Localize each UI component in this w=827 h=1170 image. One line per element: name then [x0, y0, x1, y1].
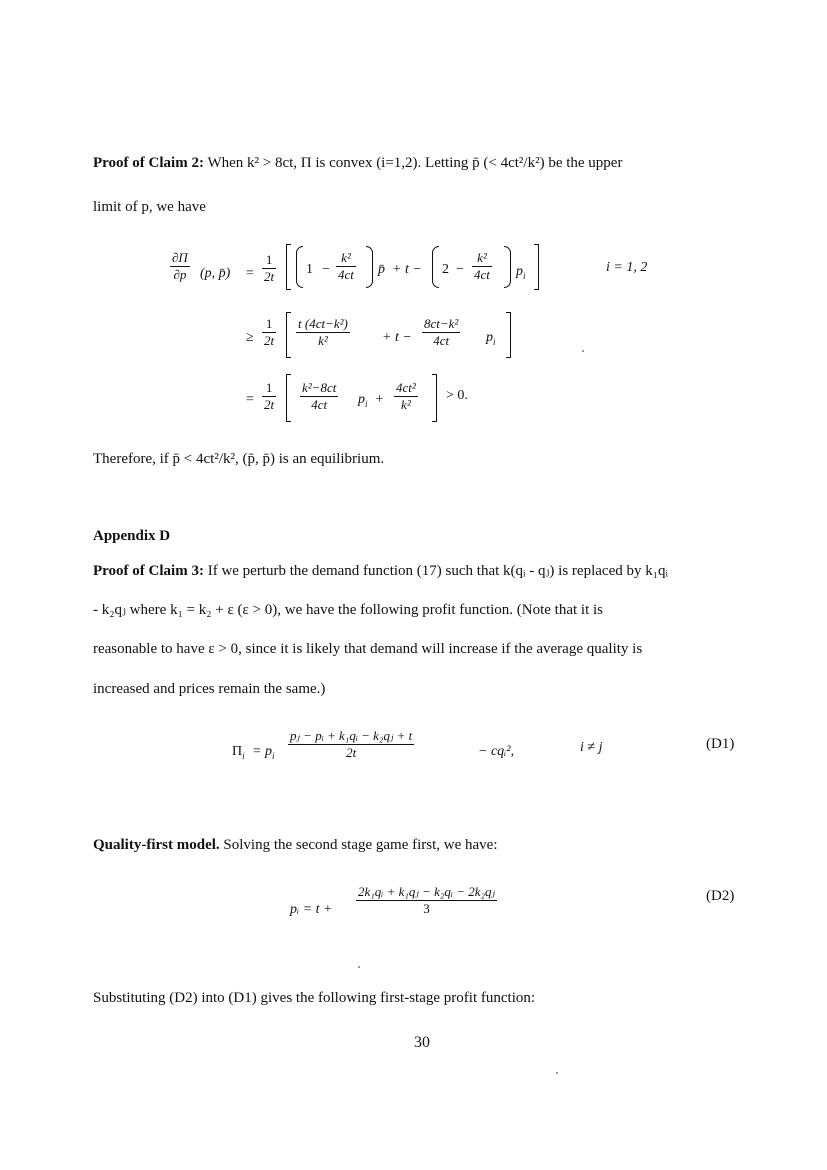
therefore-line: Therefore, if p̄ < 4ct²/k², (p̄, p̄) is an equilibrium. [93, 451, 385, 467]
fraction-k2-over-4ct: k² 4ct [338, 250, 354, 282]
scan-speck [358, 966, 360, 968]
page-number: 30 [414, 1034, 430, 1051]
fraction-k2-over-4ct-2: k² 4ct [474, 250, 490, 282]
greater-than-zero: > 0. [446, 388, 468, 403]
pi-symbol: $\Pi_i$ [232, 744, 245, 761]
d1-tail: − cqᵢ², [478, 744, 515, 759]
fraction-row2-1: t (4ct−k²) k² [298, 316, 348, 348]
lhs-args: (p, p̄) [200, 266, 231, 281]
appendix-title: Appendix D [93, 528, 171, 544]
fraction-row3-1: k²−8ct 4ct [302, 380, 337, 412]
fraction-d1: pⱼ − pᵢ + k₁qᵢ − k₂qⱼ + t 2t [290, 728, 413, 760]
claim3-line1: Proof of Claim 3: If we perturb the demand function (17) such that k(qᵢ - qⱼ) is replaced by k₁qᵢ [93, 563, 668, 579]
scan-speck [582, 350, 584, 352]
d1-condition: i ≠ j [580, 740, 603, 755]
claim3-line2: - k₂qⱼ where k₁ = k₂ + ε (ε > 0), we have the following profit function. (Note that it is [93, 602, 604, 618]
equals-sign: = [246, 266, 254, 281]
substituting-line: Substituting (D2) into (D1) gives the following first-stage profit function: [93, 990, 536, 1006]
d2-lhs: pᵢ = t + [290, 902, 333, 917]
fraction-d2: 2k₁qᵢ + k₁qⱼ − k₂qᵢ − 2k₂qⱼ 3 [358, 884, 495, 916]
claim3-line3: reasonable to have ε > 0, since it is likely that demand will increase if the average quality is [93, 641, 643, 657]
condition-i: i = 1, 2 [606, 260, 648, 275]
scan-speck [556, 1072, 558, 1074]
paren-left [296, 246, 303, 288]
claim2-line1 [93, 154, 743, 172]
claim2-line1-text: When k² > 8ct, Π is convex (i=1,2). Letting p̄ (< 4ct²/k²) be the upper [207, 155, 623, 171]
partial-derivative: ∂Π ∂p [172, 250, 188, 282]
fraction-row2-2: 8ct−k² 4ct [424, 316, 459, 348]
quality-first-line: Quality-first model. Solving the second stage game first, we have: [93, 837, 498, 853]
quality-first-label: Quality-first model. [93, 837, 220, 853]
claim3-label: Proof of Claim 3: [93, 563, 204, 579]
equation-label-d1: (D1) [706, 736, 735, 752]
fraction-row3-2: 4ct² k² [396, 380, 416, 412]
claim2-line2: limit of p, we have [93, 199, 206, 215]
fraction-one-over-2t: 1 2t [264, 252, 275, 284]
equation-label-d2: (D2) [706, 888, 735, 904]
claim2-label: Proof of Claim 2: [93, 155, 204, 171]
big-bracket-left [286, 244, 291, 290]
claim3-line4: increased and prices remain the same.) [93, 681, 326, 697]
